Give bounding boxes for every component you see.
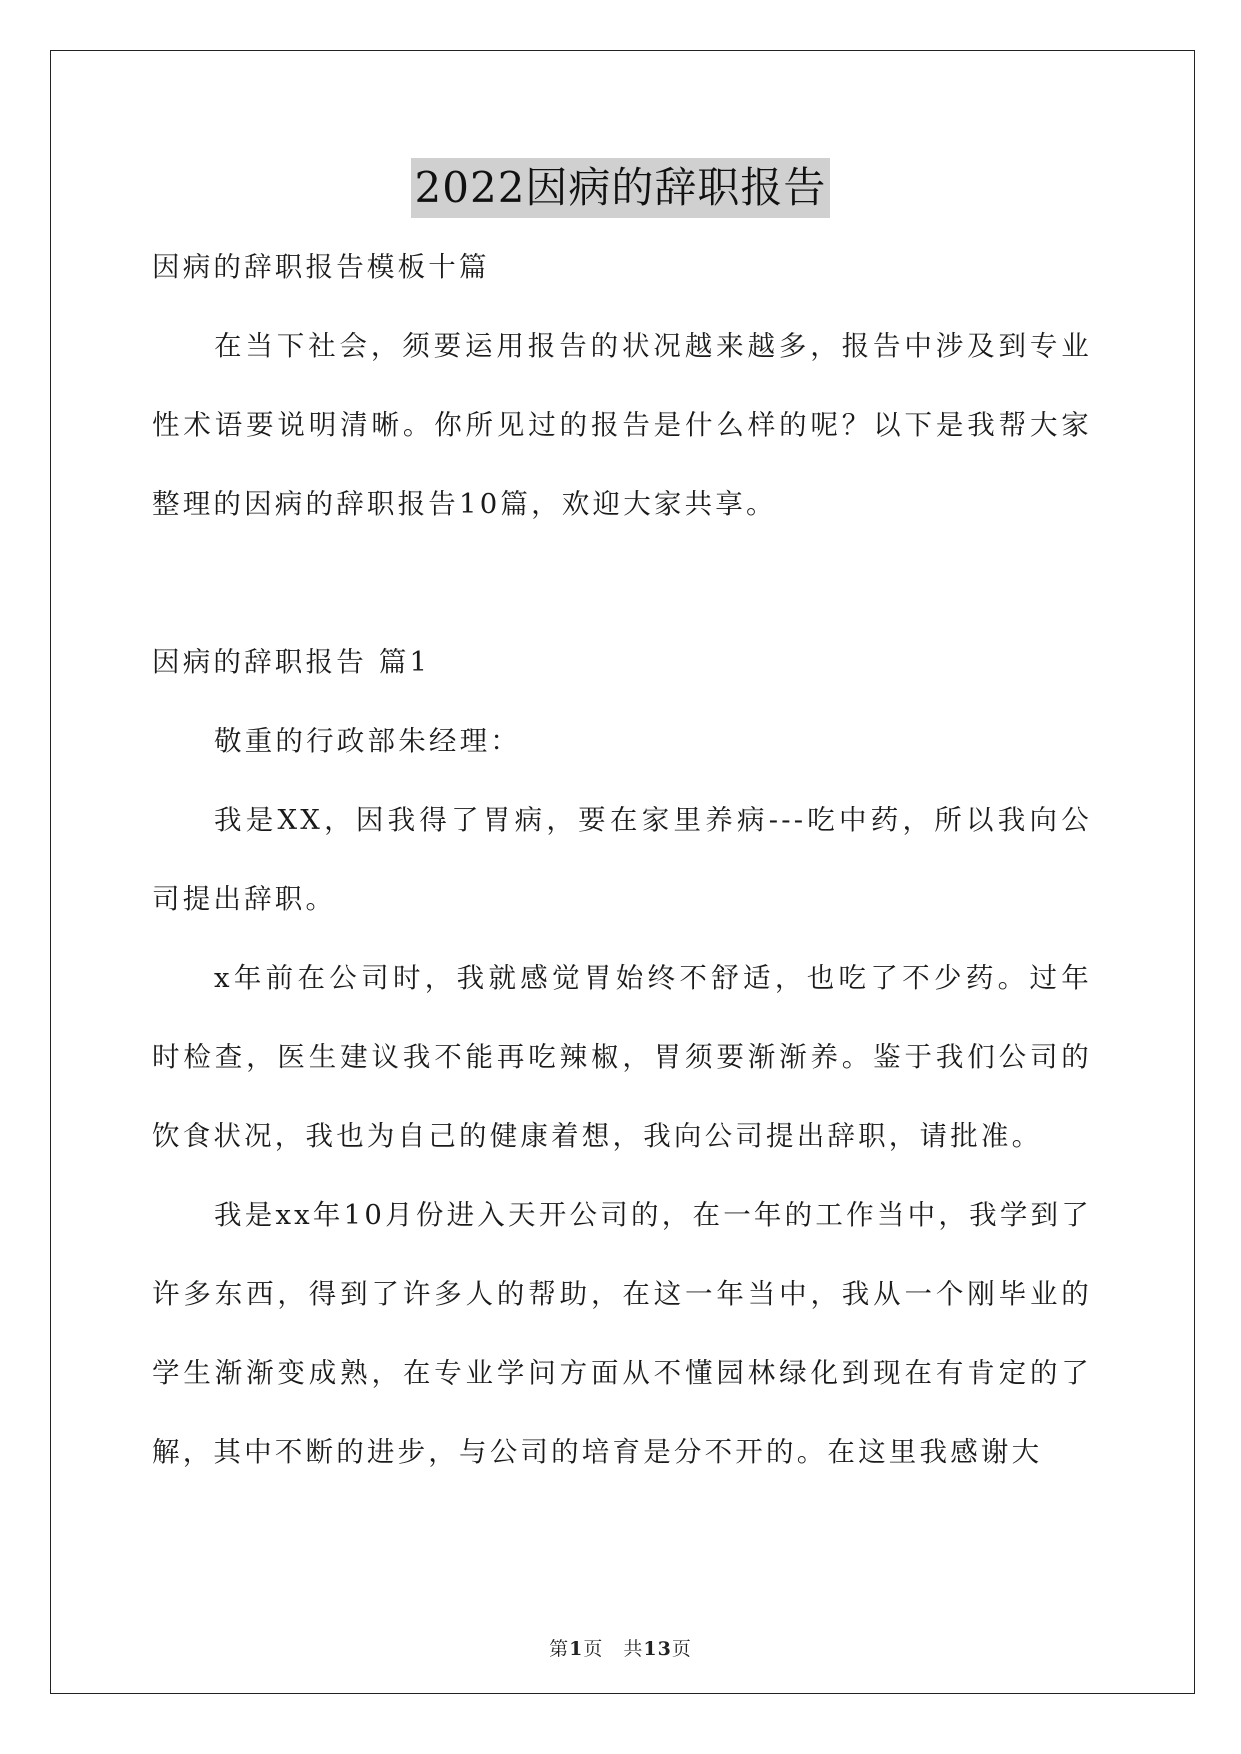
intro-paragraph: 在当下社会，须要运用报告的状况越来越多，报告中涉及到专业性术语要说明清晰。你所见过的报告是什么样的呢？以下是我帮大家整理的因病的辞职报告10篇，欢迎大家共享。	[152, 330, 1092, 520]
salutation: 敬重的行政部朱经理：	[214, 725, 521, 757]
footer-page-prefix: 第	[549, 1638, 570, 1660]
title-container	[0, 158, 1241, 218]
body-paragraph-2: x年前在公司时，我就感觉胃始终不舒适，也吃了不少药。过年时检查，医生建议我不能再吃辣椒，胃须要渐渐养。鉴于我们公司的饮食状况，我也为自己的健康着想，我向公司提出辞职，请批准。	[152, 962, 1092, 1152]
document-subtitle: 因病的辞职报告模板十篇	[152, 251, 490, 283]
footer-page-suffix: 页	[671, 1638, 692, 1660]
footer-page-total: 13	[643, 1638, 672, 1660]
page-footer	[0, 1634, 1241, 1661]
section-heading: 因病的辞职报告 篇1	[152, 646, 431, 678]
footer-page-mid: 页 共	[583, 1638, 644, 1660]
body-paragraph-1: 我是XX，因我得了胃病，要在家里养病---吃中药，所以我向公司提出辞职。	[152, 804, 1092, 915]
body-paragraph-3: 我是xx年10月份进入天开公司的，在一年的工作当中，我学到了许多东西，得到了许多人的帮助，在这一年当中，我从一个刚毕业的学生渐渐变成熟，在专业学问方面从不懂园林绿化到现在有肯定的了解，其中不断的进步，与公司的培育是分不开的。在这里我感谢大	[152, 1199, 1092, 1468]
document-title: 2022因病的辞职报告	[411, 158, 831, 218]
footer-page-number: 1	[569, 1638, 584, 1660]
document-body	[152, 228, 1092, 1492]
